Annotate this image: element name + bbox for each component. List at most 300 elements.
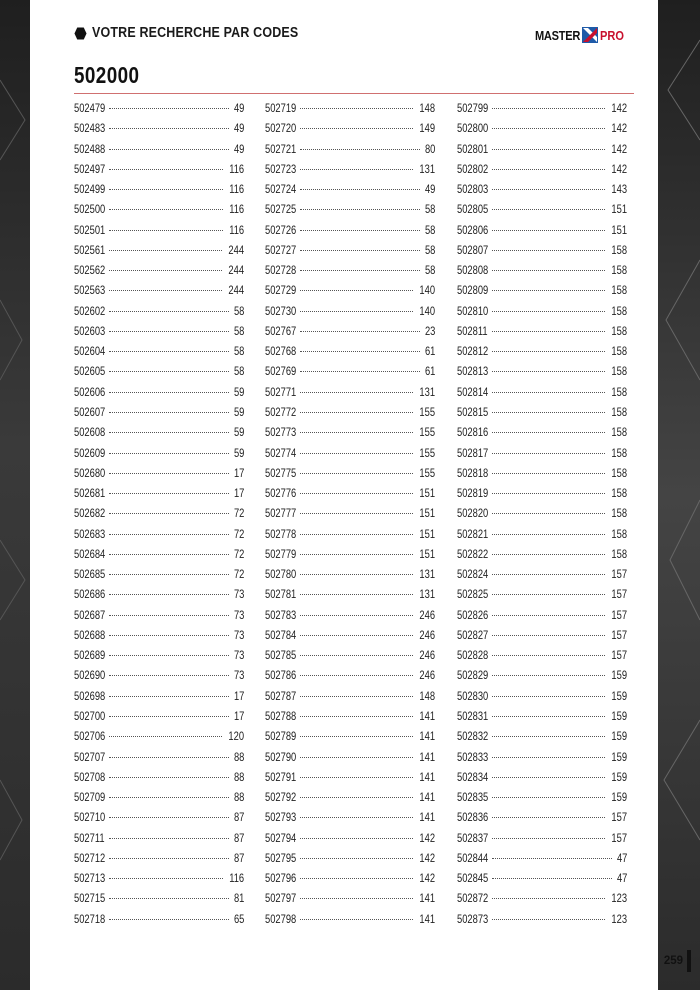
product-code: 502682 bbox=[74, 506, 106, 521]
product-code: 502715 bbox=[74, 891, 106, 906]
page-reference: 142 bbox=[419, 871, 435, 886]
page-reference: 143 bbox=[611, 182, 627, 197]
index-row bbox=[265, 324, 435, 344]
dot-leader bbox=[492, 675, 605, 676]
index-row bbox=[74, 385, 244, 405]
index-row bbox=[457, 689, 627, 709]
page-reference: 47 bbox=[616, 850, 627, 865]
product-code: 502788 bbox=[265, 708, 297, 723]
dot-leader bbox=[300, 675, 413, 676]
dot-leader bbox=[109, 635, 229, 636]
dot-leader bbox=[492, 351, 605, 352]
index-row bbox=[265, 243, 435, 263]
product-code: 502500 bbox=[74, 202, 106, 217]
page-reference: 88 bbox=[233, 749, 244, 764]
page-reference: 140 bbox=[419, 303, 435, 318]
page-reference: 158 bbox=[611, 344, 627, 359]
index-row bbox=[457, 851, 627, 871]
product-code: 502825 bbox=[457, 587, 489, 602]
index-row bbox=[265, 182, 435, 202]
product-code: 502832 bbox=[457, 729, 489, 744]
index-row bbox=[265, 283, 435, 303]
dot-leader bbox=[492, 250, 605, 251]
page-reference: 158 bbox=[611, 283, 627, 298]
dot-leader bbox=[300, 351, 420, 352]
dot-leader bbox=[109, 858, 229, 859]
page-reference: 49 bbox=[233, 121, 244, 136]
dot-leader bbox=[109, 736, 222, 737]
dot-leader bbox=[109, 493, 229, 494]
page-reference: 61 bbox=[424, 364, 435, 379]
page-reference: 244 bbox=[228, 263, 244, 278]
index-row bbox=[457, 527, 627, 547]
index-row bbox=[265, 364, 435, 384]
dot-leader bbox=[300, 493, 413, 494]
dot-leader bbox=[109, 230, 223, 231]
product-code: 502809 bbox=[457, 283, 489, 298]
page-reference: 149 bbox=[419, 121, 435, 136]
index-row bbox=[457, 486, 627, 506]
product-code: 502729 bbox=[265, 283, 297, 298]
dot-leader bbox=[109, 149, 229, 150]
index-row bbox=[457, 385, 627, 405]
index-row bbox=[74, 121, 244, 141]
product-code: 502773 bbox=[265, 425, 297, 440]
product-code: 502488 bbox=[74, 141, 106, 156]
page-reference: 244 bbox=[228, 283, 244, 298]
page-reference: 59 bbox=[233, 425, 244, 440]
page-reference: 65 bbox=[233, 911, 244, 926]
dot-leader bbox=[492, 635, 605, 636]
index-row bbox=[74, 810, 244, 830]
dot-leader bbox=[492, 412, 605, 413]
dot-leader bbox=[492, 311, 605, 312]
index-row bbox=[457, 364, 627, 384]
page-number bbox=[664, 950, 691, 972]
index-row bbox=[265, 506, 435, 526]
index-row bbox=[265, 587, 435, 607]
hexagon-bullet-icon bbox=[74, 27, 87, 40]
page-reference: 131 bbox=[419, 161, 435, 176]
product-code: 502776 bbox=[265, 486, 297, 501]
product-code: 502724 bbox=[265, 182, 297, 197]
page-reference: 151 bbox=[611, 222, 627, 237]
product-code: 502831 bbox=[457, 708, 489, 723]
index-row bbox=[457, 142, 627, 162]
page-reference: 87 bbox=[233, 830, 244, 845]
index-row bbox=[265, 547, 435, 567]
index-row bbox=[265, 223, 435, 243]
product-code: 502698 bbox=[74, 688, 106, 703]
page-reference: 158 bbox=[611, 465, 627, 480]
dot-leader bbox=[492, 493, 605, 494]
page-reference: 141 bbox=[419, 708, 435, 723]
index-column-1 bbox=[74, 101, 244, 932]
page-reference: 141 bbox=[419, 769, 435, 784]
page-reference: 158 bbox=[611, 303, 627, 318]
page-reference: 72 bbox=[233, 526, 244, 541]
dot-leader bbox=[300, 696, 413, 697]
page-reference: 49 bbox=[233, 141, 244, 156]
dot-leader bbox=[300, 574, 413, 575]
dot-leader bbox=[109, 919, 229, 920]
dot-leader bbox=[492, 209, 605, 210]
dot-leader bbox=[300, 838, 413, 839]
index-row bbox=[74, 790, 244, 810]
dot-leader bbox=[300, 453, 413, 454]
dot-leader bbox=[492, 858, 612, 859]
logo-pro-text: PRO bbox=[599, 27, 624, 43]
product-code: 502603 bbox=[74, 323, 106, 338]
page-reference: 123 bbox=[611, 891, 627, 906]
product-code: 502784 bbox=[265, 627, 297, 642]
product-code: 502872 bbox=[457, 891, 489, 906]
index-row bbox=[265, 202, 435, 222]
index-row bbox=[457, 790, 627, 810]
product-code: 502769 bbox=[265, 364, 297, 379]
dot-leader bbox=[492, 898, 605, 899]
product-code: 502720 bbox=[265, 121, 297, 136]
dot-leader bbox=[300, 797, 413, 798]
index-row bbox=[74, 547, 244, 567]
dot-leader bbox=[109, 757, 229, 758]
product-code: 502726 bbox=[265, 222, 297, 237]
index-row bbox=[74, 283, 244, 303]
index-row bbox=[457, 750, 627, 770]
product-code: 502683 bbox=[74, 526, 106, 541]
index-row bbox=[74, 162, 244, 182]
page-reference: 58 bbox=[424, 202, 435, 217]
index-row bbox=[265, 405, 435, 425]
index-row bbox=[74, 587, 244, 607]
page-reference: 88 bbox=[233, 769, 244, 784]
dot-leader bbox=[109, 594, 229, 595]
index-row bbox=[457, 628, 627, 648]
dot-leader bbox=[492, 432, 605, 433]
dot-leader bbox=[109, 878, 223, 879]
index-row bbox=[74, 506, 244, 526]
index-row bbox=[457, 243, 627, 263]
product-code: 502608 bbox=[74, 425, 106, 440]
dot-leader bbox=[300, 513, 413, 514]
index-row bbox=[74, 648, 244, 668]
index-row bbox=[74, 101, 244, 121]
index-row bbox=[74, 750, 244, 770]
index-row bbox=[457, 871, 627, 891]
product-code: 502706 bbox=[74, 729, 106, 744]
dot-leader bbox=[492, 574, 605, 575]
dot-leader bbox=[492, 716, 605, 717]
dot-leader bbox=[492, 919, 605, 920]
dot-leader bbox=[300, 858, 413, 859]
product-code: 502815 bbox=[457, 404, 489, 419]
product-code: 502688 bbox=[74, 627, 106, 642]
product-code: 502721 bbox=[265, 141, 297, 156]
index-row bbox=[457, 283, 627, 303]
logo-star-icon bbox=[581, 26, 599, 44]
index-row bbox=[265, 466, 435, 486]
product-code: 502684 bbox=[74, 546, 106, 561]
page-reference: 141 bbox=[419, 891, 435, 906]
dot-leader bbox=[300, 716, 413, 717]
product-code: 502829 bbox=[457, 668, 489, 683]
page-reference: 151 bbox=[419, 526, 435, 541]
page-reference: 151 bbox=[419, 546, 435, 561]
page-reference: 72 bbox=[233, 567, 244, 582]
dot-leader bbox=[109, 838, 229, 839]
page-reference: 246 bbox=[419, 627, 435, 642]
product-code: 502792 bbox=[265, 790, 297, 805]
right-background-strip bbox=[658, 0, 700, 990]
product-code: 502605 bbox=[74, 364, 106, 379]
page-reference: 159 bbox=[611, 749, 627, 764]
dot-leader bbox=[492, 534, 605, 535]
index-row bbox=[457, 587, 627, 607]
page-reference: 159 bbox=[611, 708, 627, 723]
page-reference: 246 bbox=[419, 668, 435, 683]
page-reference: 157 bbox=[611, 587, 627, 602]
product-code: 502806 bbox=[457, 222, 489, 237]
page-reference: 116 bbox=[229, 202, 244, 217]
dot-leader bbox=[300, 169, 413, 170]
index-row bbox=[74, 891, 244, 911]
index-row bbox=[74, 446, 244, 466]
index-row bbox=[74, 851, 244, 871]
index-row bbox=[457, 668, 627, 688]
page-reference: 142 bbox=[611, 161, 627, 176]
dot-leader bbox=[109, 473, 229, 474]
index-row bbox=[74, 324, 244, 344]
product-code: 502561 bbox=[74, 242, 106, 257]
index-row bbox=[265, 912, 435, 932]
product-code: 502681 bbox=[74, 486, 106, 501]
page-reference: 116 bbox=[229, 222, 244, 237]
product-code: 502771 bbox=[265, 384, 297, 399]
product-code: 502777 bbox=[265, 506, 297, 521]
product-code: 502719 bbox=[265, 101, 297, 115]
dot-leader bbox=[300, 817, 413, 818]
dot-leader bbox=[109, 128, 229, 129]
page-reference: 142 bbox=[611, 141, 627, 156]
page-reference: 17 bbox=[233, 486, 244, 501]
dot-leader bbox=[492, 108, 605, 109]
product-code: 502791 bbox=[265, 769, 297, 784]
index-row bbox=[74, 729, 244, 749]
product-code: 502609 bbox=[74, 445, 106, 460]
logo-master-text: MASTER bbox=[534, 27, 580, 43]
index-row bbox=[265, 810, 435, 830]
header-title: VOTRE RECHERCHE PAR CODES bbox=[92, 25, 299, 41]
page-reference: 59 bbox=[233, 384, 244, 399]
dot-leader bbox=[109, 675, 229, 676]
product-code: 502814 bbox=[457, 384, 489, 399]
product-code: 502807 bbox=[457, 242, 489, 257]
index-row bbox=[74, 689, 244, 709]
index-row bbox=[457, 506, 627, 526]
index-row bbox=[457, 425, 627, 445]
dot-leader bbox=[109, 655, 229, 656]
page-reference: 116 bbox=[229, 182, 244, 197]
dot-leader bbox=[109, 169, 223, 170]
product-code: 502501 bbox=[74, 222, 106, 237]
page-reference: 246 bbox=[419, 607, 435, 622]
index-row bbox=[265, 628, 435, 648]
product-code: 502801 bbox=[457, 141, 489, 156]
dot-leader bbox=[492, 270, 605, 271]
index-row bbox=[457, 709, 627, 729]
index-row bbox=[457, 182, 627, 202]
product-code: 502800 bbox=[457, 121, 489, 136]
page-reference: 158 bbox=[611, 425, 627, 440]
page-reference: 116 bbox=[229, 161, 244, 176]
title-divider bbox=[74, 93, 634, 94]
dot-leader bbox=[109, 777, 229, 778]
index-row bbox=[265, 729, 435, 749]
page-reference: 61 bbox=[424, 344, 435, 359]
page-reference: 142 bbox=[419, 850, 435, 865]
page-reference: 87 bbox=[233, 810, 244, 825]
dot-leader bbox=[300, 473, 413, 474]
product-code: 502780 bbox=[265, 567, 297, 582]
dot-leader bbox=[300, 919, 413, 920]
dot-leader bbox=[300, 432, 413, 433]
dot-leader bbox=[300, 635, 413, 636]
product-code: 502830 bbox=[457, 688, 489, 703]
product-code: 502767 bbox=[265, 323, 297, 338]
page-reference: 47 bbox=[616, 871, 627, 886]
product-code: 502768 bbox=[265, 344, 297, 359]
page-reference: 141 bbox=[419, 790, 435, 805]
dot-leader bbox=[300, 392, 413, 393]
dot-leader bbox=[300, 108, 413, 109]
product-code: 502781 bbox=[265, 587, 297, 602]
index-row bbox=[457, 810, 627, 830]
index-row bbox=[265, 425, 435, 445]
index-row bbox=[265, 608, 435, 628]
index-row bbox=[74, 405, 244, 425]
page-reference: 158 bbox=[611, 242, 627, 257]
product-code: 502700 bbox=[74, 708, 106, 723]
dot-leader bbox=[492, 453, 605, 454]
index-row bbox=[74, 527, 244, 547]
page-reference: 116 bbox=[229, 871, 244, 886]
index-row bbox=[265, 668, 435, 688]
index-row bbox=[265, 709, 435, 729]
product-code: 502827 bbox=[457, 627, 489, 642]
product-code: 502798 bbox=[265, 911, 297, 926]
dot-leader bbox=[109, 108, 229, 109]
dot-leader bbox=[300, 534, 413, 535]
dot-leader bbox=[300, 149, 420, 150]
dot-leader bbox=[492, 838, 605, 839]
product-code: 502796 bbox=[265, 871, 297, 886]
page-reference: 244 bbox=[228, 242, 244, 257]
product-code: 502689 bbox=[74, 648, 106, 663]
index-row bbox=[74, 628, 244, 648]
dot-leader bbox=[492, 371, 605, 372]
dot-leader bbox=[492, 169, 605, 170]
product-code: 502774 bbox=[265, 445, 297, 460]
index-row bbox=[74, 425, 244, 445]
product-code: 502783 bbox=[265, 607, 297, 622]
dot-leader bbox=[492, 513, 605, 514]
page-reference: 72 bbox=[233, 506, 244, 521]
page-reference: 157 bbox=[611, 810, 627, 825]
dot-leader bbox=[492, 331, 605, 332]
product-code: 502709 bbox=[74, 790, 106, 805]
dot-leader bbox=[109, 797, 229, 798]
dot-leader bbox=[300, 757, 413, 758]
index-row bbox=[457, 405, 627, 425]
index-row bbox=[457, 324, 627, 344]
product-code: 502828 bbox=[457, 648, 489, 663]
product-code: 502795 bbox=[265, 850, 297, 865]
index-row bbox=[265, 344, 435, 364]
product-code: 502810 bbox=[457, 303, 489, 318]
product-code: 502834 bbox=[457, 769, 489, 784]
page-reference: 159 bbox=[611, 668, 627, 683]
product-code: 502808 bbox=[457, 263, 489, 278]
index-row bbox=[74, 142, 244, 162]
index-row bbox=[74, 912, 244, 932]
dot-leader bbox=[300, 655, 413, 656]
page-reference: 131 bbox=[419, 384, 435, 399]
index-row bbox=[74, 263, 244, 283]
dot-leader bbox=[492, 392, 605, 393]
page-reference: 157 bbox=[611, 648, 627, 663]
page-reference: 80 bbox=[424, 141, 435, 156]
dot-leader bbox=[109, 331, 229, 332]
page-reference: 73 bbox=[233, 627, 244, 642]
product-code: 502725 bbox=[265, 202, 297, 217]
index-row bbox=[265, 750, 435, 770]
page-reference: 158 bbox=[611, 445, 627, 460]
index-row bbox=[457, 446, 627, 466]
page-reference: 148 bbox=[419, 688, 435, 703]
page-reference: 81 bbox=[233, 891, 244, 906]
product-code: 502563 bbox=[74, 283, 106, 298]
index-row bbox=[265, 263, 435, 283]
index-row bbox=[74, 567, 244, 587]
index-row bbox=[265, 689, 435, 709]
page-reference: 58 bbox=[424, 222, 435, 237]
page-reference: 58 bbox=[233, 303, 244, 318]
page-reference: 72 bbox=[233, 546, 244, 561]
index-row bbox=[74, 202, 244, 222]
dot-leader bbox=[300, 898, 413, 899]
index-row bbox=[74, 304, 244, 324]
product-code: 502845 bbox=[457, 871, 489, 886]
product-code: 502680 bbox=[74, 465, 106, 480]
dot-leader bbox=[300, 412, 413, 413]
dot-leader bbox=[300, 311, 413, 312]
index-row bbox=[457, 608, 627, 628]
page-reference: 141 bbox=[419, 729, 435, 744]
index-row bbox=[265, 770, 435, 790]
product-code: 502789 bbox=[265, 729, 297, 744]
page-reference: 155 bbox=[419, 404, 435, 419]
product-code: 502824 bbox=[457, 567, 489, 582]
dot-leader bbox=[300, 777, 413, 778]
index-row bbox=[457, 202, 627, 222]
page-reference: 151 bbox=[611, 202, 627, 217]
dot-leader bbox=[109, 209, 223, 210]
dot-leader bbox=[300, 189, 420, 190]
page-reference: 158 bbox=[611, 263, 627, 278]
page-reference: 58 bbox=[233, 323, 244, 338]
page-reference: 151 bbox=[419, 486, 435, 501]
index-row bbox=[74, 668, 244, 688]
